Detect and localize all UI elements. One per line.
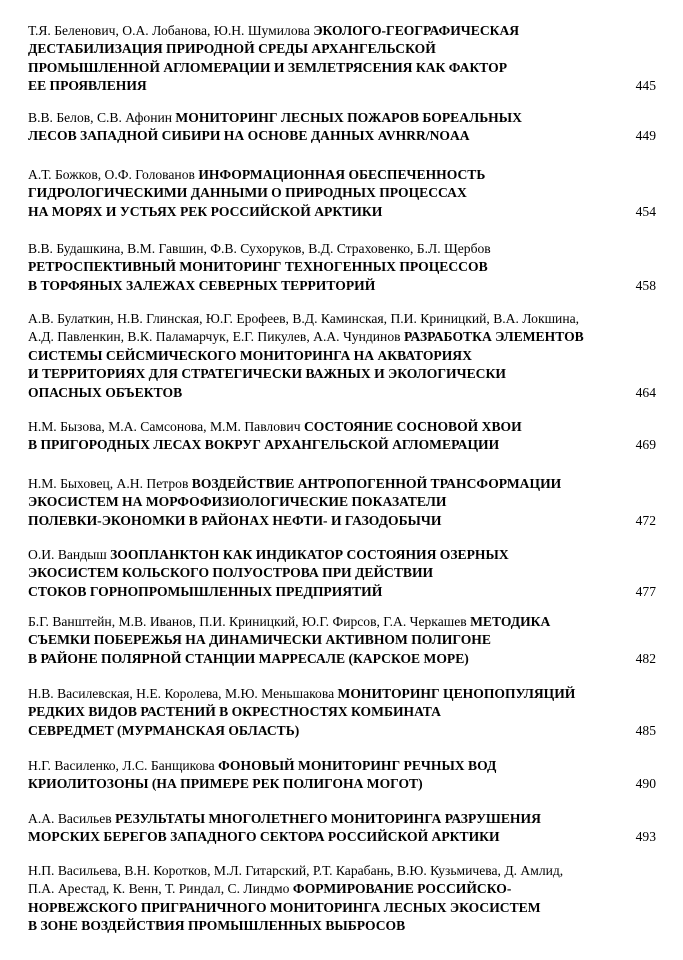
toc-entry-line	[28, 384, 182, 402]
entry-title: В РАЙОНЕ ПОЛЯРНОЙ СТАНЦИИ МАРРЕСАЛЕ (КАРСКОЕ МОРЕ)	[28, 650, 469, 666]
entry-authors: А.Д. Павленкин, В.К. Паламарчук, Е.Г. Пикулев, А.А. Чундинов	[28, 329, 404, 345]
toc-entry-line	[28, 613, 550, 631]
entry-title: ИНФОРМАЦИОННАЯ ОБЕСПЕЧЕННОСТЬ	[198, 167, 486, 182]
entry-authors: А.А. Васильев	[28, 811, 116, 826]
entry-title: ЛЕСОВ ЗАПАДНОЙ СИБИРИ НА ОСНОВЕ ДАННЫХ AVHRR/NOAA	[28, 128, 470, 144]
entry-title: МОНИТОРИНГ ЛЕСНЫХ ПОЖАРОВ БОРЕАЛЬНЫХ	[175, 110, 522, 125]
entry-title: СЪЕМКИ ПОБЕРЕЖЬЯ НА ДИНАМИЧЕСКИ АКТИВНОМ ПОЛИГОНЕ	[28, 632, 491, 648]
entry-title: ФОНОВЫЙ МОНИТОРИНГ РЕЧНЫХ ВОД	[218, 758, 497, 773]
toc-entry-line	[28, 258, 488, 276]
toc-entry	[28, 240, 656, 295]
toc-entry	[28, 475, 656, 530]
entry-title: В ТОРФЯНЫХ ЗАЛЕЖАХ СЕВЕРНЫХ ТЕРРИТОРИЙ	[28, 277, 376, 293]
entry-page-number: 485	[635, 722, 656, 738]
toc-entry-line	[28, 703, 441, 721]
toc-entry-line	[28, 40, 436, 58]
toc-entry	[28, 310, 656, 402]
entry-page-number: 493	[635, 829, 656, 845]
toc-entry-line	[28, 347, 472, 365]
entry-authors: Н.Г. Василенко, Л.С. Банщикова	[28, 758, 219, 773]
toc-entry-line	[28, 899, 541, 917]
entry-page-number: 458	[635, 277, 656, 293]
toc-entry-line	[28, 583, 382, 601]
toc-entry	[28, 757, 656, 794]
entry-title: КРИОЛИТОЗОНЫ (НА ПРИМЕРЕ РЕК ПОЛИГОНА МОГОТ)	[28, 776, 423, 792]
toc-entry-line	[28, 917, 405, 935]
toc-entry-line	[28, 184, 467, 202]
entry-title: В ЗОНЕ ВОЗДЕЙСТВИЯ ПРОМЫШЛЕННЫХ ВЫБРОСОВ	[28, 918, 406, 934]
entry-title: ДЕСТАБИЛИЗАЦИЯ ПРИРОДНОЙ СРЕДЫ АРХАНГЕЛЬСКОЙ	[28, 41, 436, 57]
toc-entry	[28, 22, 656, 96]
toc-entry-line	[28, 77, 147, 95]
toc-entry-line	[28, 685, 575, 703]
entry-title: ЭКОЛОГО-ГЕОГРАФИЧЕСКАЯ	[313, 23, 520, 38]
toc-entry	[28, 109, 656, 146]
entry-title: ЭКОСИСТЕМ НА МОРФОФИЗИОЛОГИЧЕСКИЕ ПОКАЗАТЕЛИ	[28, 494, 447, 510]
entry-authors: Б.Г. Ванштейн, М.В. Иванов, П.И. Криницкий, Ю.Г. Фирсов, Г.А. Черкашев	[28, 614, 471, 629]
entry-title: СОСТОЯНИЕ СОСНОВОЙ ХВОИ	[303, 419, 522, 434]
toc-entry-line	[28, 810, 541, 828]
entry-authors: Н.В. Василевская, Н.Е. Королева, М.Ю. Меньшакова	[28, 686, 338, 701]
toc-entry-line	[28, 722, 299, 740]
entry-page-number: 449	[635, 128, 656, 144]
entry-page-number: 477	[635, 583, 656, 599]
entry-authors: О.И. Вандыш	[28, 547, 111, 562]
toc-entry-line	[28, 475, 561, 493]
entry-page-number: 482	[635, 650, 656, 666]
toc-entry	[28, 546, 656, 601]
entry-title: ЭКОСИСТЕМ КОЛЬСКОГО ПОЛУОСТРОВА ПРИ ДЕЙСТВИИ	[28, 565, 434, 581]
toc-entry	[28, 613, 656, 668]
toc-entry-line	[28, 277, 375, 295]
entry-title: МОНИТОРИНГ ЦЕНОПОПУЛЯЦИЙ	[337, 686, 576, 701]
toc-entry-line	[28, 564, 433, 582]
toc-entry-line	[28, 493, 446, 511]
toc-entry-line	[28, 59, 507, 77]
entry-title: СИСТЕМЫ СЕЙСМИЧЕСКОГО МОНИТОРИНГА НА АКВАТОРИЯХ	[28, 347, 472, 363]
entry-page-number: 490	[635, 776, 656, 792]
toc-entry-line	[28, 436, 499, 454]
toc-entry-line	[28, 512, 441, 530]
toc-entry	[28, 862, 656, 936]
entry-title: МЕТОДИКА	[470, 614, 551, 629]
toc-entry-line	[28, 328, 584, 346]
entry-authors: Н.М. Бызова, М.А. Самсонова, М.М. Павлович	[28, 419, 304, 434]
entry-page-number: 464	[635, 384, 656, 400]
entry-page-number: 445	[635, 78, 656, 94]
entry-authors: Н.М. Быховец, А.Н. Петров	[28, 476, 192, 491]
entry-authors: А.В. Булаткин, Н.В. Глинская, Ю.Г. Ерофеев, В.Д. Каминская, П.И. Криницкий, В.А. Локшина,	[28, 311, 580, 326]
toc-entry-line	[28, 650, 469, 668]
entry-page-number: 469	[635, 437, 656, 453]
entry-title: СТОКОВ ГОРНОПРОМЫШЛЕННЫХ ПРЕДПРИЯТИЙ	[28, 583, 383, 599]
toc-entry-line	[28, 880, 511, 898]
entry-title: И ТЕРРИТОРИЯХ ДЛЯ СТРАТЕГИЧЕСКИ ВАЖНЫХ И ЭКОЛОГИЧЕСКИ	[28, 366, 506, 382]
entry-authors: Т.Я. Беленович, О.А. Лобанова, Ю.Н. Шумилова	[28, 23, 314, 38]
toc-entry-line	[28, 862, 563, 880]
toc-entry-line	[28, 775, 423, 793]
entry-title: ПРОМЫШЛЕННОЙ АГЛОМЕРАЦИИ И ЗЕМЛЕТРЯСЕНИЯ КАК ФАКТОР	[28, 59, 508, 75]
entry-title: ГИДРОЛОГИЧЕСКИМИ ДАННЫМИ О ПРИРОДНЫХ ПРОЦЕССАХ	[28, 185, 467, 201]
entry-title: РЕЗУЛЬТАТЫ МНОГОЛЕТНЕГО МОНИТОРИНГА РАЗРУШЕНИЯ	[115, 811, 541, 826]
toc-entry-line	[28, 365, 506, 383]
toc-entry	[28, 166, 656, 221]
toc-entry-line	[28, 757, 496, 775]
entry-title: НОРВЕЖСКОГО ПРИГРАНИЧНОГО МОНИТОРИНГА ЛЕСНЫХ ЭКОСИСТЕМ	[28, 899, 541, 915]
toc-entry	[28, 685, 656, 740]
entry-page-number: 454	[635, 203, 656, 219]
toc-entry-line	[28, 203, 382, 221]
toc-entry	[28, 810, 656, 847]
toc-entry-line	[28, 546, 509, 564]
entry-title: ОПАСНЫХ ОБЪЕКТОВ	[28, 384, 183, 400]
toc-entry-line	[28, 166, 485, 184]
entry-authors: П.А. Арестад, К. Венн, Т. Риндал, С. Линдмо	[28, 881, 293, 897]
entry-title: ПОЛЕВКИ-ЭКОНОМКИ В РАЙОНАХ НЕФТИ- И ГАЗОДОБЫЧИ	[28, 512, 442, 528]
entry-authors: В.В. Будашкина, В.М. Гавшин, Ф.В. Сухоруков, В.Д. Страховенко, Б.Л. Щербов	[28, 241, 491, 256]
entry-title: РАЗРАБОТКА ЭЛЕМЕНТОВ	[403, 329, 584, 345]
entry-title: ФОРМИРОВАНИЕ РОССИЙСКО-	[292, 881, 512, 897]
toc-entry-line	[28, 240, 491, 258]
entry-authors: А.Т. Божков, О.Ф. Голованов	[28, 167, 199, 182]
entry-title: ВОЗДЕЙСТВИЕ АНТРОПОГЕННОЙ ТРАНСФОРМАЦИИ	[191, 476, 562, 491]
entry-title: СЕВРЕДМЕТ (МУРМАНСКАЯ ОБЛАСТЬ)	[28, 722, 300, 738]
toc-entry-line	[28, 109, 522, 127]
entry-page-number: 472	[635, 512, 656, 528]
toc-entry-line	[28, 828, 500, 846]
entry-title: РЕТРОСПЕКТИВНЫЙ МОНИТОРИНГ ТЕХНОГЕННЫХ ПРОЦЕССОВ	[28, 259, 488, 275]
toc-entry-line	[28, 631, 491, 649]
entry-title: РЕДКИХ ВИДОВ РАСТЕНИЙ В ОКРЕСТНОСТЯХ КОМБИНАТА	[28, 704, 441, 720]
entry-title: ЗООПЛАНКТОН КАК ИНДИКАТОР СОСТОЯНИЯ ОЗЕРНЫХ	[110, 547, 509, 562]
toc-entry-line	[28, 418, 522, 436]
entry-title: МОРСКИХ БЕРЕГОВ ЗАПАДНОГО СЕКТОРА РОССИЙСКОЙ АРКТИКИ	[28, 829, 500, 845]
toc-entry-line	[28, 22, 519, 40]
entry-authors: Н.П. Васильева, В.Н. Коротков, М.Л. Гитарский, Р.Т. Карабань, В.Ю. Кузьмичева, Д. Амлид,	[28, 863, 564, 878]
entry-title: ЕЕ ПРОЯВЛЕНИЯ	[28, 78, 147, 94]
entry-title: НА МОРЯХ И УСТЬЯХ РЕК РОССИЙСКОЙ АРКТИКИ	[28, 203, 383, 219]
entry-authors: В.В. Белов, С.В. Афонин	[28, 110, 176, 125]
toc-entry	[28, 418, 656, 455]
toc-entry-line	[28, 127, 470, 145]
entry-title: В ПРИГОРОДНЫХ ЛЕСАХ ВОКРУГ АРХАНГЕЛЬСКОЙ АГЛОМЕРАЦИИ	[28, 437, 500, 453]
toc-entry-line	[28, 310, 579, 328]
